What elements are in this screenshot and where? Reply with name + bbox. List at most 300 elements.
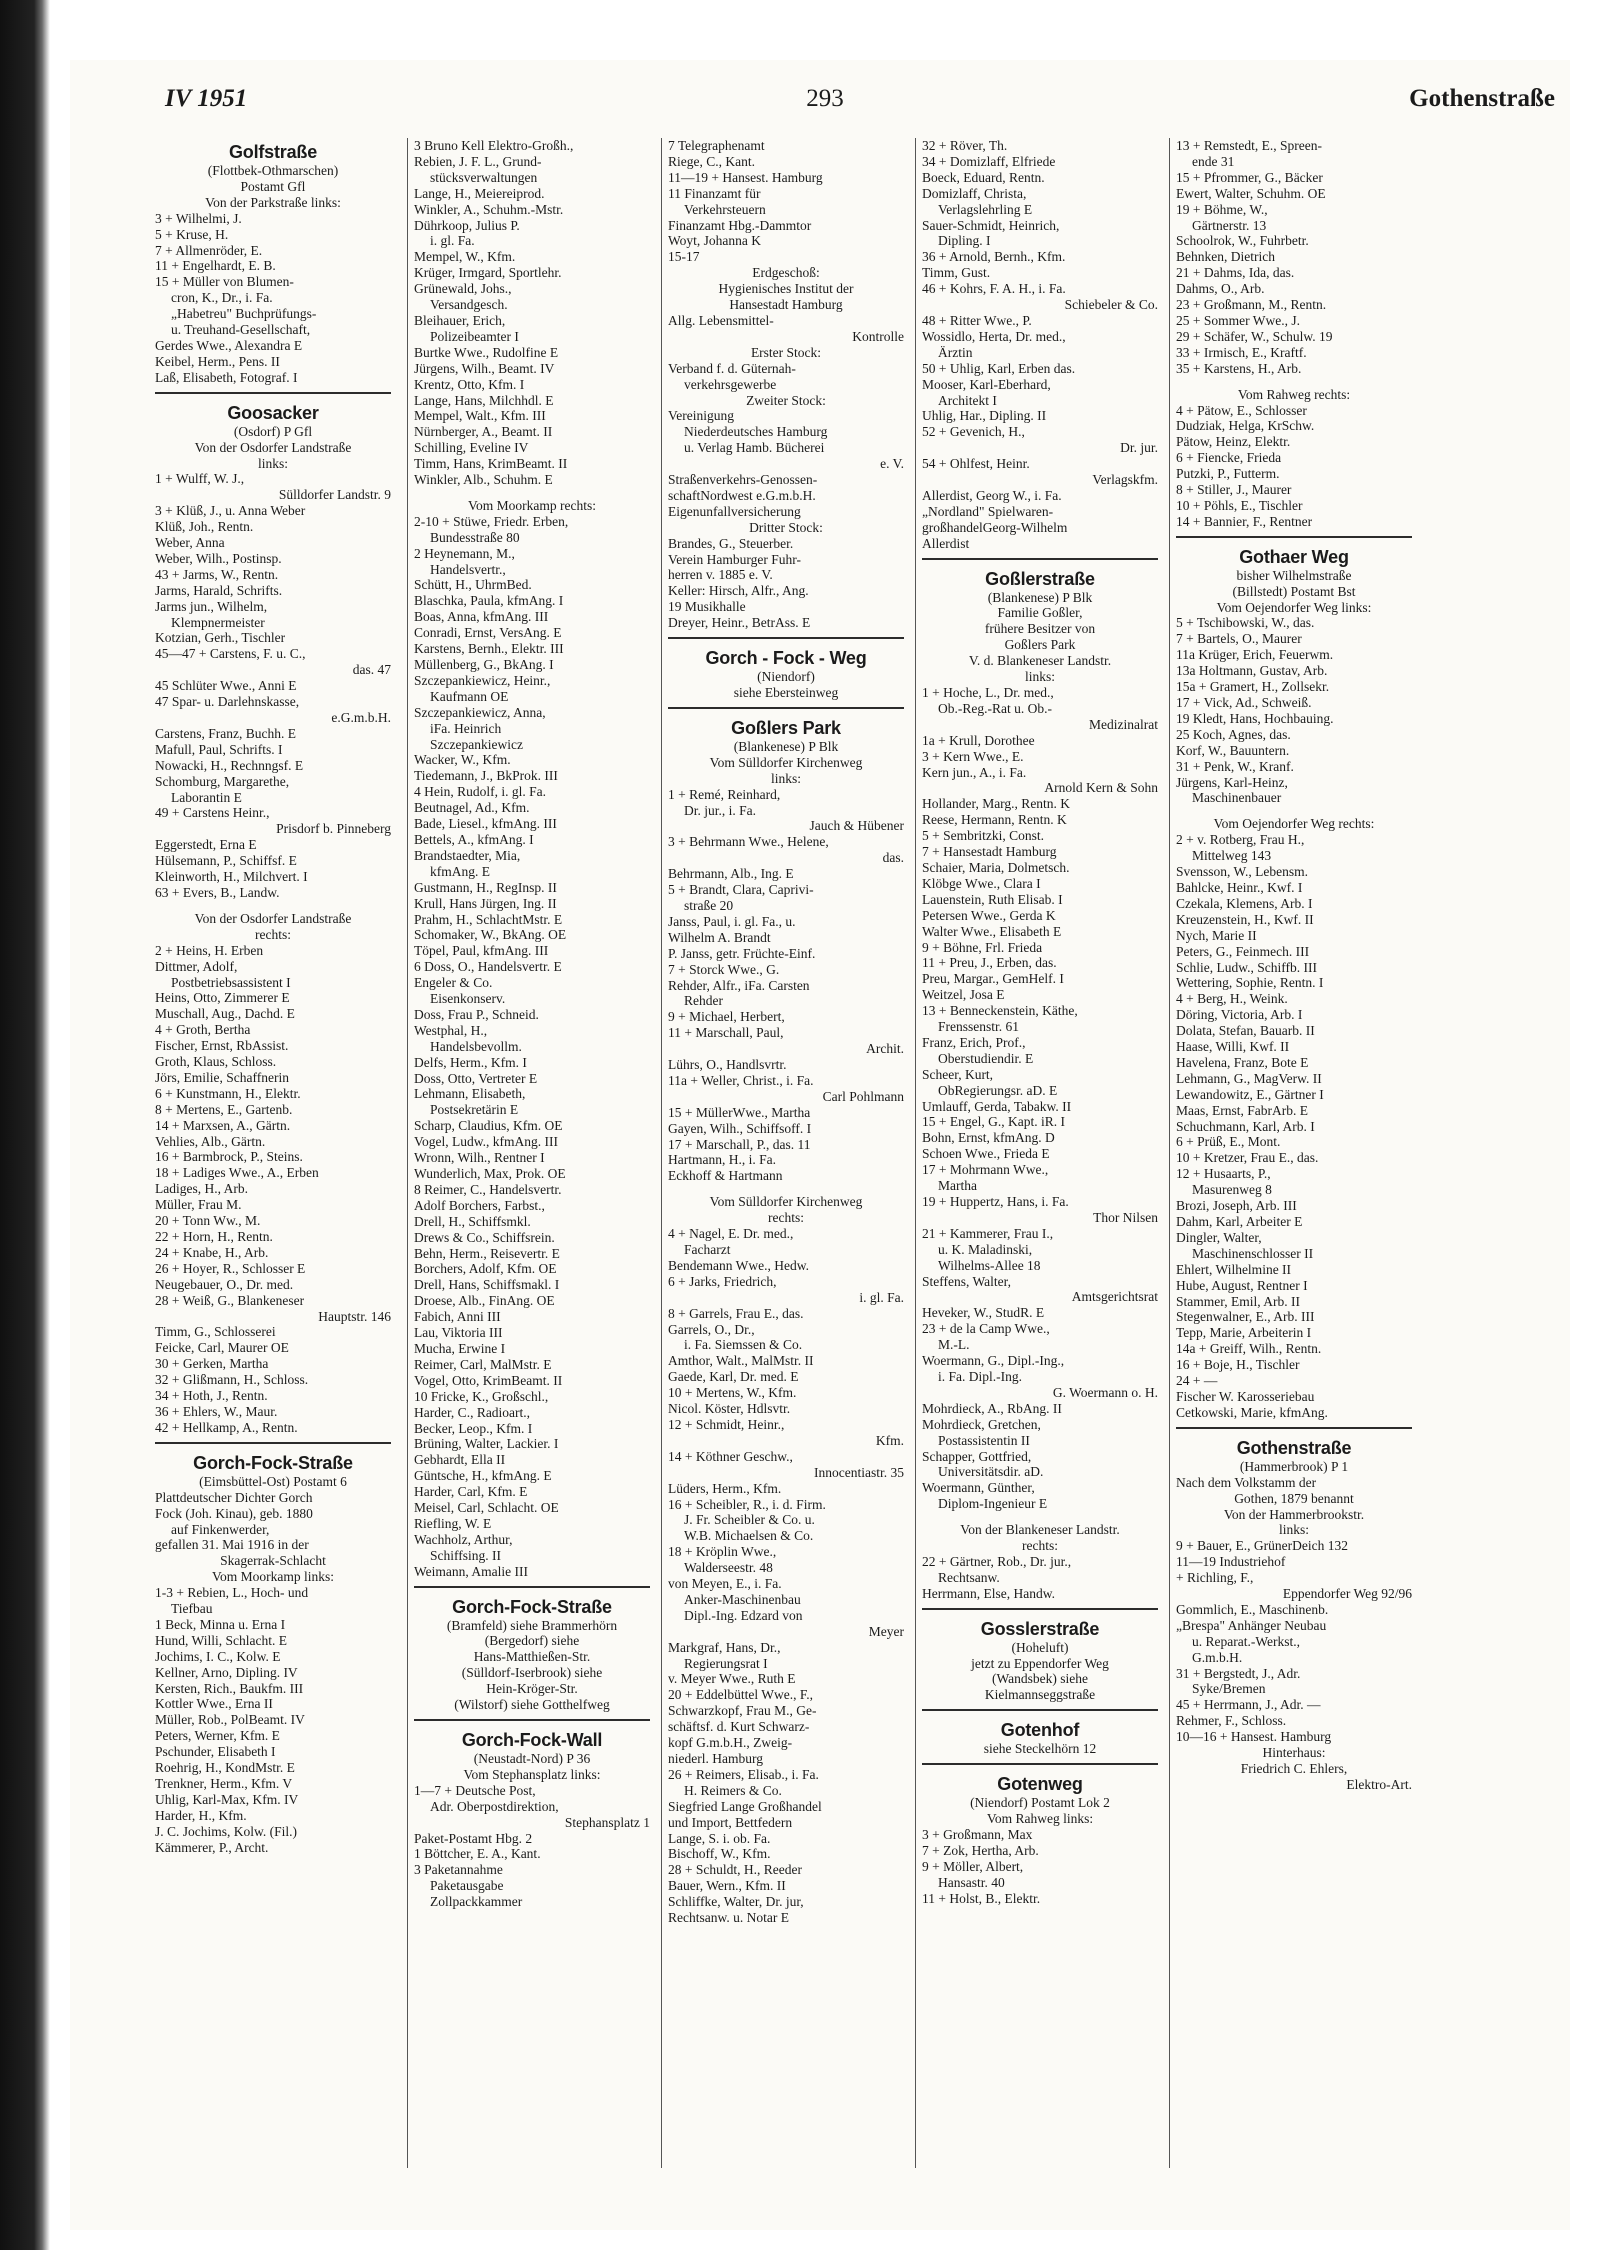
directory-entry: Versandgesch. <box>430 297 508 313</box>
street-heading: Gothenstraße <box>1236 1437 1352 1458</box>
section-note: Postamt Gfl <box>240 178 306 194</box>
section-note: Skagerrak-Schlacht <box>220 1553 326 1569</box>
directory-entry: 11 + Holst, B., Elektr. <box>922 1890 1041 1906</box>
directory-entry: verkehrsgewerbe <box>684 376 777 392</box>
directory-entry: Kottler Wwe., Erna II <box>155 1696 273 1712</box>
directory-entry: Gärtnerstr. 13 <box>1192 217 1267 233</box>
directory-entry: Archit. <box>866 1041 904 1057</box>
directory-entry: Lührs, O., Handlsvrtr. <box>668 1057 787 1073</box>
directory-entry: 14a + Greiff, Wilh., Rentn. <box>1176 1341 1322 1357</box>
directory-entry: Lange, H., Meiereiprod. <box>414 185 545 201</box>
directory-entry: Allg. Lebensmittel- <box>668 312 774 328</box>
directory-entry: 19 + Böhme, W., <box>1176 201 1268 217</box>
directory-entry: 6 Doss, O., Handelsvertr. E <box>414 959 562 975</box>
directory-entry: Schomburg, Margarethe, <box>155 773 290 789</box>
directory-entry: Adolf Borchers, Farbst., <box>414 1197 545 1213</box>
directory-entry: Harder, Carl, Kfm. E <box>414 1484 528 1500</box>
directory-entry: Hund, Willi, Schlacht. E <box>155 1632 287 1648</box>
directory-entry: 1 + Wulff, W. J., <box>155 471 245 487</box>
directory-entry: Amtsgerichtsrat <box>1071 1289 1158 1305</box>
directory-entry: Mafull, Paul, Schrifts. I <box>155 741 283 757</box>
section-note: (Flottbek-Othmarschen) <box>207 163 339 178</box>
directory-entry: 32 + Glißmann, H., Schloss. <box>155 1372 309 1388</box>
directory-entry: Martha <box>938 1178 977 1194</box>
section-divider <box>414 1586 650 1588</box>
directory-entry: Prahm, H., SchlachtMstr. E <box>414 911 563 927</box>
directory-entry: Peters, Werner, Kfm. E <box>155 1728 280 1744</box>
directory-entry: Fischer W. Karosseriebau <box>1176 1388 1315 1404</box>
directory-entry: Vogel, Otto, KrimBeamt. II <box>414 1372 563 1388</box>
section-note: siehe Steckelhörn 12 <box>983 1741 1097 1757</box>
directory-entry: 50 + Uhlig, Karl, Erben das. <box>922 360 1076 376</box>
directory-entry: Carstens, Franz, Buchh. E <box>155 725 296 741</box>
directory-entry: Schütt, H., UhrmBed. <box>414 577 532 593</box>
section-divider <box>155 1442 391 1444</box>
directory-entry: 24 + — <box>1176 1373 1218 1389</box>
directory-entry: 15 + Engel, G., Kapt. iR. I <box>922 1114 1065 1130</box>
directory-entry: Haase, Willi, Kwf. II <box>1176 1039 1290 1055</box>
directory-entry: Handelsvertr., <box>430 561 506 577</box>
directory-entry: ende 31 <box>1192 153 1235 169</box>
directory-entry: 18 + Ladiges Wwe., A., Erben <box>155 1165 319 1181</box>
directory-entry: Burtke Wwe., Rudolfine E <box>414 344 559 360</box>
section-note: Familie Goßler, <box>997 605 1083 621</box>
directory-entry: Gayen, Wilh., Schiffsoff. I <box>668 1120 812 1136</box>
directory-entry: 3 Bruno Kell Elektro-Großh., <box>414 138 574 153</box>
section-note: (Hammerbrook) P 1 <box>1239 1458 1349 1474</box>
directory-entry: 15 + Müller von Blumen- <box>155 274 294 290</box>
directory-entry: 46 + Kohrs, F. A. H., i. Fa. <box>922 281 1066 297</box>
directory-entry: 52 + Gevenich, H., <box>922 424 1025 440</box>
section-note: Erdgeschoß: <box>752 265 820 281</box>
directory-entry: 12 + Husaarts, P., <box>1176 1166 1271 1182</box>
street-heading: Goßlerstraße <box>985 568 1095 589</box>
directory-entry: Postbetriebsassistent I <box>171 974 291 990</box>
directory-entry: Döring, Victoria, Arb. I <box>1176 1007 1303 1023</box>
directory-entry: Dahm, Karl, Arbeiter E <box>1176 1214 1303 1229</box>
directory-entry: Rechtsanw. <box>938 1569 1000 1585</box>
directory-entry: Szczepankiewicz, Anna, <box>414 704 546 720</box>
directory-entry: Heins, Otto, Zimmerer E <box>155 990 290 1006</box>
section-note: Erster Stock: <box>750 344 822 360</box>
directory-entry: Kämmerer, P., Archt. <box>155 1839 269 1855</box>
section-note: links: <box>1024 669 1055 685</box>
directory-entry: Lange, S. i. ob. Fa. <box>668 1830 771 1846</box>
directory-entry: J. C. Jochims, Kolw. (Fil.) <box>155 1823 298 1839</box>
street-heading: Goßlers Park <box>731 717 841 738</box>
section-divider <box>1176 536 1412 538</box>
section-note: Hinterhaus: <box>1262 1745 1326 1761</box>
directory-entry: Eigenunfallversicherung <box>668 503 801 519</box>
directory-entry: Mucha, Erwine I <box>414 1340 506 1356</box>
directory-entry: Uhlig, Karl-Max, Kfm. IV <box>155 1791 299 1807</box>
directory-entry: 3 + Kern Wwe., E. <box>922 748 1024 764</box>
directory-entry: 31 + Bergstedt, J., Adr. <box>1176 1665 1301 1681</box>
directory-entry: Timm, Gust. <box>922 265 991 281</box>
directory-entry: v. Meyer Wwe., Ruth E <box>668 1671 796 1687</box>
directory-entry: G.m.b.H. <box>1192 1649 1243 1665</box>
directory-entry: Dipl.-Ing. Edzard von <box>684 1607 803 1623</box>
directory-entry: 13 + Benneckenstein, Käthe, <box>922 1003 1078 1019</box>
directory-entry: i. Fa. Siemssen & Co. <box>684 1337 803 1353</box>
directory-entry: Rebien, J. F. L., Grund- <box>414 153 542 169</box>
directory-entry: Schlie, Ludw., Schiffb. III <box>1176 959 1317 975</box>
directory-entry: Szczepankiewicz, Heinr., <box>414 672 551 688</box>
directory-entry: Jauch & Hübener <box>809 818 904 834</box>
section-note: Goßlers Park <box>1004 637 1076 653</box>
directory-entry: Schiffsing. II <box>430 1547 501 1563</box>
directory-entry: Winkler, A., Schuhm.-Mstr. <box>414 201 564 217</box>
directory-entry: Arnold Kern & Sohn <box>1044 780 1158 796</box>
directory-entry: Kotzian, Gerh., Tischler <box>155 630 286 646</box>
directory-entry: Innocentiastr. 35 <box>814 1464 904 1480</box>
directory-entry: Klüß, Joh., Rentn. <box>155 519 254 535</box>
section-note: Vom Sülldorfer Kirchenweg <box>709 1194 863 1210</box>
directory-entry: 1-3 + Rebien, L., Hoch- und <box>155 1585 309 1601</box>
section-note: rechts: <box>255 926 291 942</box>
directory-entry: 9 + Möller, Albert, <box>922 1858 1024 1874</box>
directory-entry: Regierungsrat I <box>684 1655 768 1671</box>
directory-entry: Doss, Frau P., Schneid. <box>414 1006 539 1022</box>
directory-entry: Harder, H., Kfm. <box>155 1807 247 1823</box>
directory-entry: Frenssenstr. 61 <box>938 1019 1019 1035</box>
directory-entry: Weitzel, Josa E <box>922 987 1005 1003</box>
directory-entry: 26 + Hoyer, R., Schlosser E <box>155 1260 306 1276</box>
directory-entry: 54 + Ohlfest, Heinr. <box>922 456 1030 472</box>
directory-entry: 3 + Wilhelmi, J. <box>155 210 242 226</box>
directory-entry: 1 + Hoche, L., Dr. med., <box>922 685 1054 700</box>
directory-entry: 2 Heynemann, M., <box>414 545 515 561</box>
directory-entry: Jarms jun., Wilhelm, <box>155 598 268 614</box>
directory-entry: Maschinenbauer <box>1192 790 1282 806</box>
directory-entry: 5 + Tschibowski, W., das. <box>1176 615 1315 631</box>
directory-entry: Dipling. I <box>938 233 991 249</box>
directory-entry: Herrmann, Else, Handw. <box>922 1585 1055 1601</box>
directory-entry: Bundesstraße 80 <box>430 529 520 545</box>
directory-entry: Lau, Viktoria III <box>414 1325 503 1341</box>
directory-entry: Jörs, Emilie, Schaffnerin <box>155 1069 289 1085</box>
directory-entry: 3 + Großmann, Max <box>922 1827 1033 1842</box>
directory-entry: Timm, Hans, KrimBeamt. II <box>414 456 568 472</box>
directory-entry: Bauer, Wern., Kfm. II <box>668 1878 786 1894</box>
section-note: (Niendorf) <box>757 669 815 685</box>
directory-entry: 19 Musikhalle <box>668 599 746 615</box>
directory-entry: Meisel, Carl, Schlacht. OE <box>414 1500 559 1516</box>
directory-entry: 14 + Köthner Geschw., <box>668 1448 793 1464</box>
directory-entry: Lange, Hans, Milchhdl. E <box>414 392 554 408</box>
directory-entry: Riefling, W. E <box>414 1515 492 1531</box>
directory-entry: Klöbge Wwe., Clara I <box>922 875 1041 891</box>
directory-entry: Lauenstein, Ruth Elisab. I <box>922 891 1063 907</box>
directory-entry: 30 + Gerken, Martha <box>155 1356 269 1372</box>
directory-entry: 13a Holtmann, Gustav, Arb. <box>1176 663 1328 679</box>
directory-entry: Droese, Alb., FinAng. OE <box>414 1293 555 1309</box>
directory-entry: Syke/Bremen <box>1192 1681 1266 1697</box>
directory-entry: Mohrdieck, Gretchen, <box>922 1416 1041 1432</box>
directory-entry: Elektro-Art. <box>1346 1776 1412 1792</box>
directory-entry: 11a + Weller, Christ., i. Fa. <box>668 1072 814 1088</box>
directory-entry: H. Reimers & Co. <box>684 1782 782 1798</box>
directory-entry: Weimann, Amalie III <box>414 1563 528 1579</box>
section-note: V. d. Blankeneser Landstr. <box>968 653 1112 669</box>
directory-entry: 3 Paketannahme <box>414 1862 503 1878</box>
directory-entry: Gustmann, H., RegInsp. II <box>414 879 557 895</box>
directory-entry: Kreuzenstein, H., Kwf. II <box>1176 911 1314 927</box>
directory-entry: schaftNordwest e.G.m.b.H. <box>668 487 816 503</box>
directory-entry: ObRegierungsr. aD. E <box>938 1082 1058 1098</box>
section-note: (Neustadt-Nord) P 36 <box>473 1751 591 1766</box>
directory-entry: 11 + Engelhardt, E. B. <box>155 258 276 274</box>
directory-entry: Scharp, Claudius, Kfm. OE <box>414 1118 563 1134</box>
directory-entry: Bleihauer, Erich, <box>414 312 506 328</box>
section-note: (Bergedorf) siehe <box>484 1633 580 1649</box>
section-spacer <box>922 1512 1158 1522</box>
directory-entry: Feicke, Carl, Maurer OE <box>155 1340 289 1356</box>
directory-entry: Rechtsanw. u. Notar E <box>668 1910 789 1926</box>
directory-entry: 11a Krüger, Erich, Feuerwm. <box>1176 647 1334 663</box>
directory-entry: Schwarzkopf, Frau M., Ge- <box>668 1703 817 1719</box>
section-note: (Bramfeld) siehe Brammerhörn <box>446 1617 618 1633</box>
section-note: Von der Parkstraße links: <box>205 194 341 210</box>
directory-entry: Preu, Margar., GemHelf. I <box>922 971 1064 987</box>
directory-entry: Eggerstedt, Erna E <box>155 837 257 853</box>
section-note: Kielmannseggstraße <box>984 1687 1096 1703</box>
section-note: Vom Rahweg links: <box>986 1811 1094 1827</box>
section-note: Zweiter Stock: <box>746 392 826 408</box>
directory-entry: Trenkner, Herm., Kfm. V <box>155 1776 293 1791</box>
directory-entry: Jochims, I. C., Kolw. E <box>155 1648 281 1664</box>
directory-entry: Walderseestr. 48 <box>684 1560 773 1576</box>
column-5 <box>1169 138 1412 2168</box>
directory-entry: 13 + Remstedt, E., Spreen- <box>1176 138 1322 153</box>
directory-entry: G. Woermann o. H. <box>1052 1384 1158 1400</box>
directory-entry: Heveker, W., StudR. E <box>922 1305 1045 1321</box>
directory-entry: Müller, Rob., PolBeamt. IV <box>155 1712 305 1728</box>
directory-entry: Westphal, H., <box>414 1022 488 1038</box>
directory-entry: Dreyer, Heinr., BetrAss. E <box>668 615 811 631</box>
directory-entry: Siegfried Lange Großhandel <box>668 1798 822 1814</box>
section-note: (Billstedt) Postamt Bst <box>1232 583 1356 599</box>
directory-entry: 20 + Eddelbüttel Wwe., F., <box>668 1687 814 1703</box>
directory-entry: Plattdeutscher Dichter Gorch <box>155 1489 313 1505</box>
directory-entry: Conradi, Ernst, VersAng. E <box>414 625 562 641</box>
section-spacer <box>668 1184 904 1194</box>
directory-entry: 21 + Dahms, Ida, das. <box>1176 265 1295 281</box>
directory-entry: Becker, Leop., Kfm. I <box>414 1420 533 1436</box>
directory-entry: cron, K., Dr., i. Fa. <box>171 290 273 306</box>
directory-entry: Eppendorfer Weg 92/96 <box>1282 1586 1412 1602</box>
directory-entry: Anker-Maschinenbau <box>684 1591 801 1607</box>
directory-entry: Sülldorfer Landstr. 9 <box>278 487 391 503</box>
directory-entry: Verband f. d. Güternah- <box>668 360 796 376</box>
directory-entry: Diplom-Ingenieur E <box>938 1496 1048 1512</box>
directory-entry: Wilhelm A. Brandt <box>668 929 771 945</box>
directory-entry: + Richling, F., <box>1176 1570 1254 1586</box>
directory-entry: Grünewald, Johs., <box>414 281 512 297</box>
directory-entry: 11 + Preu, J., Erben, das. <box>922 955 1057 971</box>
directory-columns <box>155 138 1412 2168</box>
directory-entry: Töpel, Paul, kfmAng. III <box>414 943 549 959</box>
directory-entry: Paketausgabe <box>430 1878 504 1894</box>
directory-entry: Brüning, Walter, Lackier. I <box>414 1436 559 1452</box>
directory-entry: W.B. Michaelsen & Co. <box>684 1528 814 1544</box>
directory-entry: Verlagskfm. <box>1092 472 1158 488</box>
directory-entry: Lehmann, Elisabeth, <box>414 1086 526 1102</box>
directory-entry: 26 + Reimers, Elisab., i. Fa. <box>668 1766 819 1782</box>
directory-entry: Stephansplatz 1 <box>564 1814 650 1830</box>
directory-entry: Ehlert, Wilhelmine II <box>1176 1261 1292 1277</box>
directory-entry: Cetkowski, Marie, kfmAng. <box>1176 1404 1328 1420</box>
directory-entry: Bahlcke, Heinr., Kwf. I <box>1176 879 1303 895</box>
directory-entry: 16 + Barmbrock, P., Steins. <box>155 1149 303 1165</box>
directory-entry: „Brespa" Anhänger Neubau <box>1176 1617 1327 1633</box>
directory-entry: Nych, Marie II <box>1176 927 1257 943</box>
directory-entry: Klempnermeister <box>171 614 265 630</box>
directory-entry: Handelsbevollm. <box>430 1038 522 1054</box>
directory-entry: Steffens, Walter, <box>922 1273 1011 1289</box>
directory-entry: Winkler, Alb., Schuhm. E <box>414 472 553 488</box>
directory-entry: Wunderlich, Max, Prok. OE <box>414 1166 566 1181</box>
directory-entry: Stegenwalner, E., Arb. III <box>1176 1309 1315 1325</box>
section-divider <box>922 1763 1158 1765</box>
directory-entry: Prisdorf b. Pinneberg <box>276 821 391 837</box>
directory-entry: u. Reparat.-Werkst., <box>1192 1633 1300 1649</box>
directory-entry: Gerdes Wwe., Alexandra E <box>155 337 303 353</box>
directory-entry: 2 + v. Rotberg, Frau H., <box>1176 832 1305 848</box>
directory-entry: Masurenweg 8 <box>1192 1182 1272 1198</box>
directory-entry: Tiedemann, J., BkProk. III <box>414 768 558 784</box>
section-divider <box>922 558 1158 560</box>
directory-entry: Rehder, Alfr., iFa. Carsten <box>668 977 810 993</box>
directory-entry: 45 + Herrmann, J., Adr. — <box>1176 1697 1321 1713</box>
directory-entry: Scheer, Kurt, <box>922 1066 994 1082</box>
directory-entry: 15 + MüllerWwe., Martha <box>668 1104 811 1120</box>
directory-entry: Umlauff, Gerda, Tabakw. II <box>922 1098 1072 1114</box>
directory-entry: Krüger, Irmgard, Sportlehr. <box>414 265 562 281</box>
directory-entry: u. K. Maladinski, <box>938 1241 1033 1257</box>
directory-entry: 24 + Knabe, H., Arb. <box>155 1244 269 1260</box>
directory-entry: e.G.m.b.H. <box>331 710 391 725</box>
directory-entry: Drews & Co., Schiffsrein. <box>414 1229 555 1245</box>
directory-entry: Hube, August, Rentner I <box>1176 1277 1308 1293</box>
directory-entry: 1 + Remé, Reinhard, <box>668 786 781 802</box>
directory-entry: 6 + Prüß, E., Mont. <box>1176 1134 1281 1150</box>
directory-entry: Pschunder, Elisabeth I <box>155 1744 276 1760</box>
street-heading: Gorch-Fock-Straße <box>452 1596 612 1617</box>
directory-entry: 22 + Gärtner, Rob., Dr. jur., <box>922 1553 1072 1569</box>
directory-entry: Verkehrsteuern <box>684 201 766 217</box>
directory-entry: 16 + Boje, H., Tischler <box>1176 1357 1300 1373</box>
directory-entry: 5 + Brandt, Clara, Caprivi- <box>668 882 814 898</box>
directory-entry: Jarms, Harald, Schrifts. <box>155 582 283 598</box>
street-heading: Gotenweg <box>997 1774 1083 1795</box>
section-note: Vom Rahweg rechts: <box>1237 386 1351 402</box>
directory-entry: 14 + Marxsen, A., Gärtn. <box>155 1117 291 1133</box>
directory-entry: 23 + Großmann, M., Rentn. <box>1176 297 1327 313</box>
section-note: Hein-Kröger-Str. <box>486 1681 578 1697</box>
directory-entry: Postsekretärin E <box>430 1102 519 1118</box>
section-spacer <box>414 488 650 498</box>
directory-entry: Delfs, Herm., Kfm. I <box>414 1054 527 1070</box>
directory-entry: 45—47 + Carstens, F. u. C., <box>155 646 306 662</box>
directory-entry: straße 20 <box>684 897 734 913</box>
directory-entry: 3 + Behrmann Wwe., Helene, <box>668 834 829 850</box>
directory-entry: Putzki, P., Futterm. <box>1176 466 1280 482</box>
section-note: bisher Wilhelmstraße <box>1236 567 1352 583</box>
directory-entry: Hauptstr. 146 <box>318 1308 391 1324</box>
directory-entry: Brozi, Joseph, Arb. III <box>1176 1198 1297 1214</box>
directory-entry: niederl. Hamburg <box>668 1751 763 1766</box>
section-spacer <box>155 901 391 911</box>
directory-entry: 7 + Allmenröder, E. <box>155 242 263 258</box>
directory-entry: 10 + Pöhls, E., Tischler <box>1176 497 1303 513</box>
directory-entry: 7 + Storck Wwe., G. <box>668 961 780 977</box>
directory-entry: Polizeibeamter I <box>430 328 519 344</box>
directory-entry: 9 + Michael, Herbert, <box>668 1009 785 1025</box>
directory-entry: Neugebauer, O., Dr. med. <box>155 1276 294 1292</box>
directory-entry: 42 + Hellkamp, A., Rentn. <box>155 1419 298 1435</box>
directory-entry: Dittmer, Adolf, <box>155 958 238 974</box>
directory-entry: Mempel, Walt., Kfm. III <box>414 408 546 424</box>
directory-entry: Gebhardt, Ella II <box>414 1452 506 1468</box>
directory-entry: Kaufmann OE <box>430 688 509 704</box>
directory-entry: Weber, Anna <box>155 535 225 551</box>
directory-entry: gefallen 31. Mai 1916 in der <box>155 1537 309 1553</box>
directory-entry: Eckhoff & Hartmann <box>668 1168 783 1184</box>
directory-entry: Maas, Ernst, FabrArb. E <box>1176 1102 1308 1118</box>
directory-entry: Tepp, Marie, Arbeiterin I <box>1176 1325 1312 1341</box>
column-3 <box>661 138 904 2168</box>
directory-entry: 6 + Fiencke, Frieda <box>1176 450 1282 466</box>
directory-entry: Schapper, Gottfried, <box>922 1448 1032 1464</box>
section-note: frühere Besitzer von <box>984 621 1096 637</box>
directory-entry: Korf, W., Bauuntern. <box>1176 742 1290 758</box>
directory-entry: 10 Fricke, K., Großschl., <box>414 1388 549 1404</box>
directory-entry: Groth, Klaus, Schloss. <box>155 1054 277 1070</box>
directory-entry: Tiefbau <box>171 1601 213 1617</box>
directory-entry: Reese, Hermann, Rentn. K <box>922 812 1067 828</box>
directory-entry: Janss, Paul, i. gl. Fa., u. <box>668 913 796 929</box>
section-note: Friedrich C. Ehlers, <box>1240 1761 1348 1776</box>
directory-entry: 7 + Hansestadt Hamburg <box>922 844 1057 860</box>
directory-entry: Nach dem Volkstamm der <box>1176 1474 1317 1490</box>
directory-entry: Borchers, Adolf, Kfm. OE <box>414 1261 557 1277</box>
directory-entry: Bischoff, W., Kfm. <box>668 1846 771 1862</box>
directory-entry: Peters, G., Feinmech. III <box>1176 943 1310 959</box>
directory-entry: „Habetreu" Buchprüfungs- <box>171 306 317 322</box>
directory-entry: 17 + Vick, Ad., Schweiß. <box>1176 695 1312 710</box>
directory-entry: 19 + Huppertz, Hans, i. Fa. <box>922 1194 1069 1209</box>
directory-entry: Amthor, Walt., MalMstr. II <box>668 1353 814 1369</box>
directory-entry: Bendemann Wwe., Hedw. <box>668 1257 809 1273</box>
street-heading: Gorch-Fock-Wall <box>461 1730 603 1750</box>
directory-entry: iFa. Heinrich <box>430 720 502 736</box>
directory-entry: 8 + Mertens, E., Gartenb. <box>155 1101 293 1117</box>
directory-entry: Wronn, Wilh., Rentner I <box>414 1150 545 1166</box>
directory-entry: 4 Hein, Rudolf, i. gl. Fa. <box>414 784 546 800</box>
directory-entry: Kersten, Rich., Baukfm. III <box>155 1680 304 1696</box>
directory-entry: e. V. <box>880 456 904 472</box>
directory-entry: Paket-Postamt Hbg. 2 <box>414 1830 533 1846</box>
column-1 <box>155 138 391 2168</box>
directory-entry: Svensson, W., Lebensm. <box>1176 864 1309 880</box>
directory-entry: Petersen Wwe., Gerda K <box>922 907 1056 923</box>
directory-entry: Doss, Otto, Vertreter E <box>414 1070 538 1086</box>
directory-entry: und Import, Bettfedern <box>668 1814 793 1830</box>
section-note: Hansestadt Hamburg <box>729 297 843 313</box>
directory-entry: Uhlig, Har., Dipling. II <box>922 408 1047 424</box>
directory-entry: auf Finkenwerder, <box>171 1521 270 1537</box>
